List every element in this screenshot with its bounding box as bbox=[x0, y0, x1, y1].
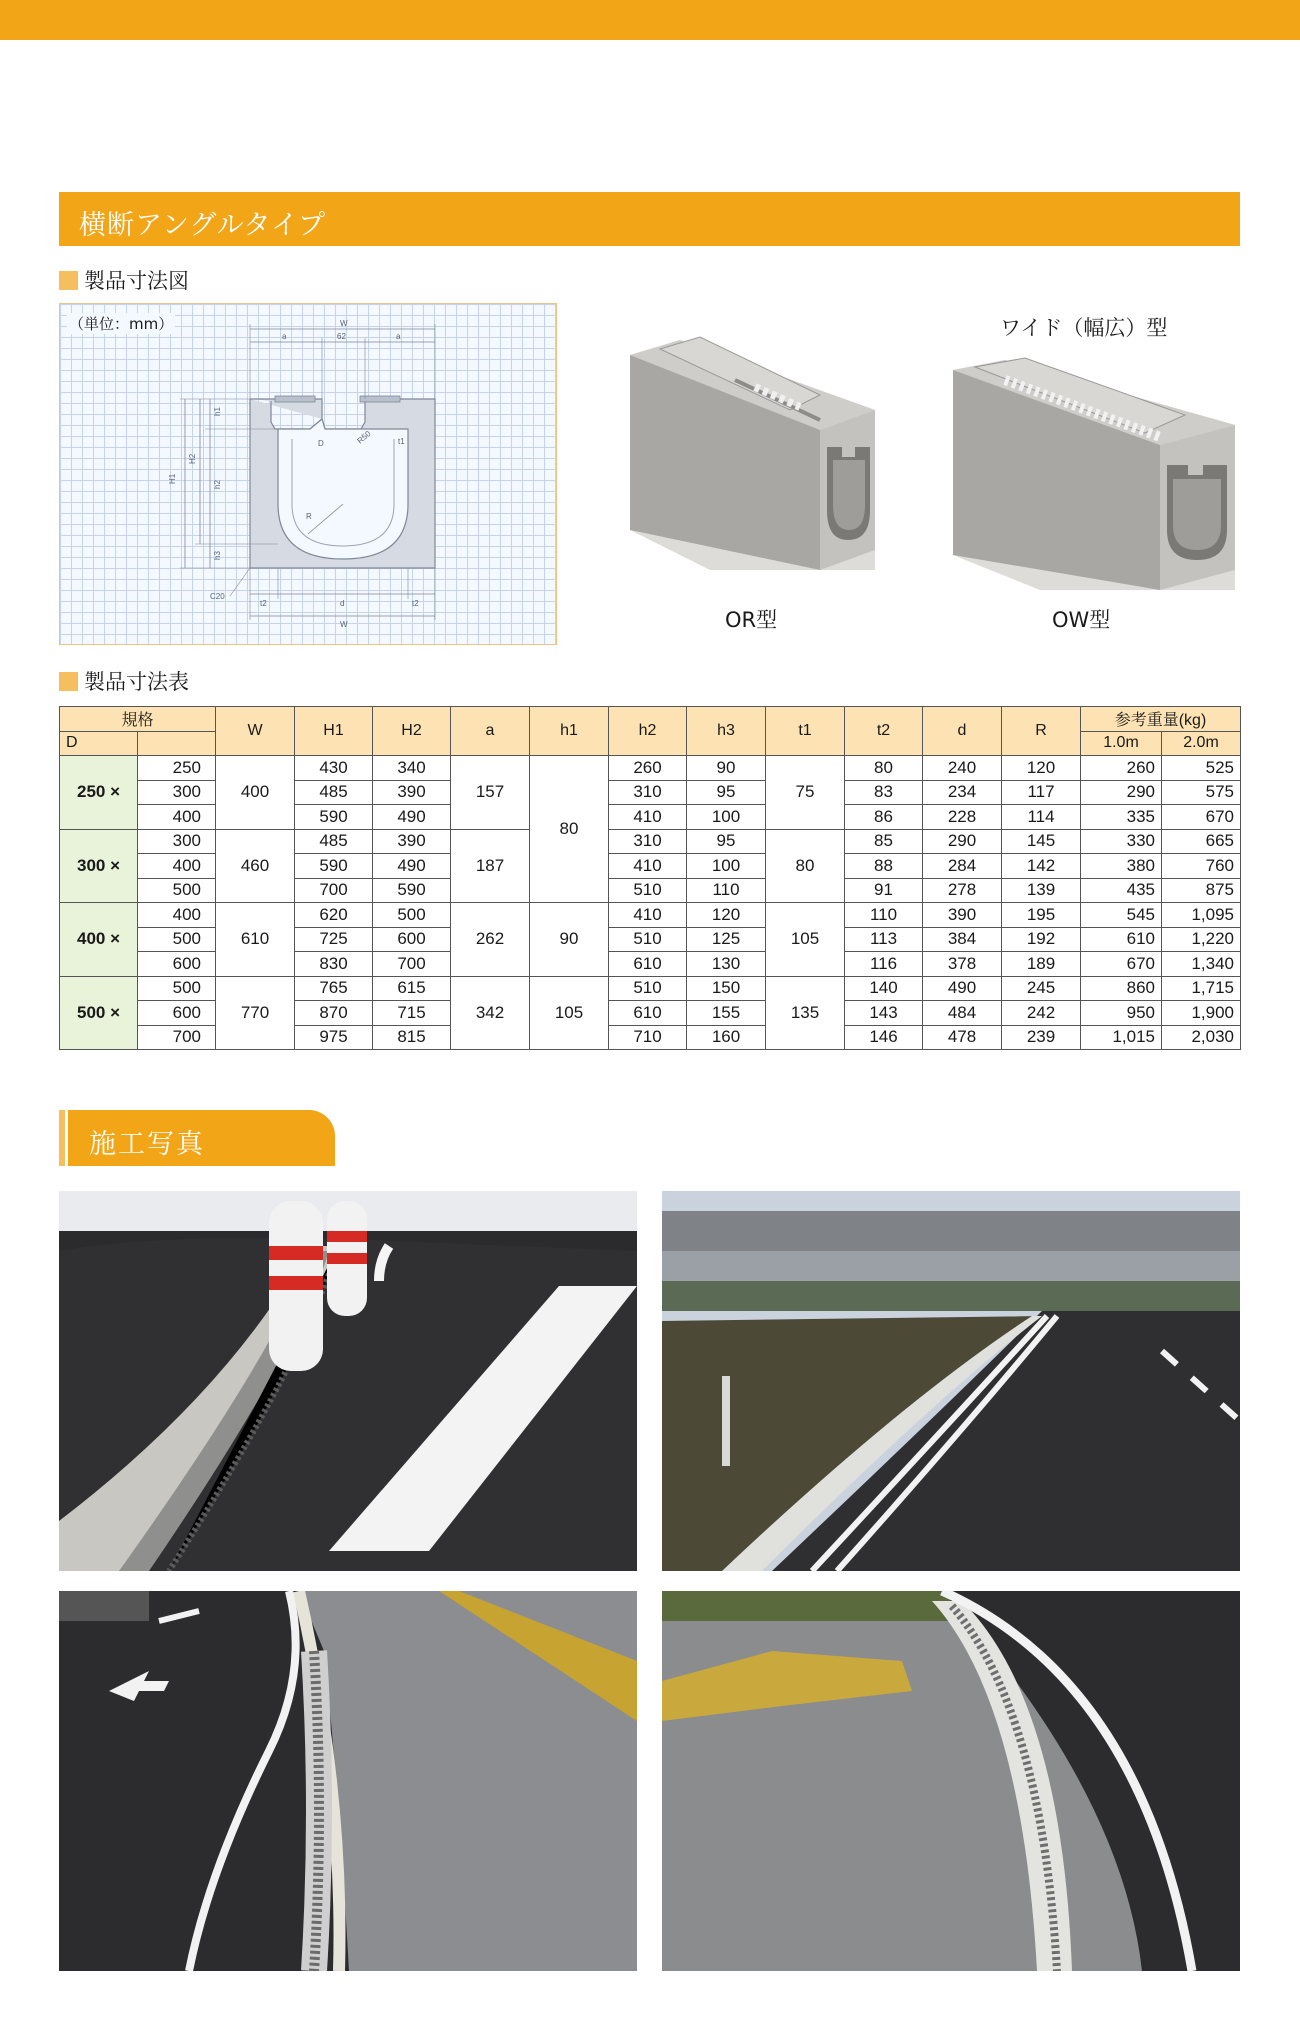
cell-H1: 725 bbox=[295, 927, 373, 952]
cell-D: 300 × bbox=[60, 829, 138, 903]
cell-t2: 110 bbox=[845, 903, 923, 928]
cell-H1: 485 bbox=[295, 780, 373, 805]
construction-photo-2 bbox=[662, 1191, 1240, 1571]
cell-D: 500 × bbox=[60, 976, 138, 1050]
cell-weight-2m: 525 bbox=[1162, 756, 1241, 781]
cell-h2: 310 bbox=[609, 829, 687, 854]
square-bullet-icon bbox=[59, 271, 78, 290]
cell-h1: 90 bbox=[530, 903, 609, 977]
cell-t2: 80 bbox=[845, 756, 923, 781]
table-row bbox=[60, 829, 1241, 854]
cell-h2: 710 bbox=[609, 1025, 687, 1050]
cell-weight-1m: 380 bbox=[1081, 854, 1162, 879]
cell-weight-2m: 1,900 bbox=[1162, 1001, 1241, 1026]
label-a-left: a bbox=[282, 332, 287, 341]
cell-h2: 260 bbox=[609, 756, 687, 781]
cell-size: 600 bbox=[138, 952, 216, 977]
or-type-product-image bbox=[620, 335, 882, 575]
cell-size: 400 bbox=[138, 805, 216, 830]
cell-R: 189 bbox=[1002, 952, 1081, 977]
cell-size: 400 bbox=[138, 854, 216, 879]
cell-d: 490 bbox=[923, 976, 1002, 1001]
header-weight-1m: 1.0m bbox=[1081, 731, 1162, 756]
cell-h3: 100 bbox=[687, 805, 766, 830]
cell-weight-1m: 950 bbox=[1081, 1001, 1162, 1026]
table-row bbox=[60, 756, 1241, 781]
dimension-table bbox=[59, 706, 1241, 1050]
cell-H1: 870 bbox=[295, 1001, 373, 1026]
label-D: D bbox=[318, 439, 324, 448]
header-W: W bbox=[216, 707, 295, 756]
cell-t2: 91 bbox=[845, 878, 923, 903]
header-D: D bbox=[60, 731, 138, 756]
cell-h3: 120 bbox=[687, 903, 766, 928]
cell-R: 117 bbox=[1002, 780, 1081, 805]
construction-photo-4 bbox=[662, 1591, 1240, 1971]
or-type-label: OR型 bbox=[725, 608, 778, 632]
cell-weight-2m: 665 bbox=[1162, 829, 1241, 854]
cell-H1: 620 bbox=[295, 903, 373, 928]
cell-weight-2m: 1,340 bbox=[1162, 952, 1241, 977]
cell-a: 187 bbox=[451, 829, 530, 903]
cell-H1: 590 bbox=[295, 854, 373, 879]
label-t2-right: t2 bbox=[412, 599, 419, 608]
cell-size: 500 bbox=[138, 927, 216, 952]
cell-t2: 143 bbox=[845, 1001, 923, 1026]
cell-H1: 830 bbox=[295, 952, 373, 977]
cell-weight-1m: 610 bbox=[1081, 927, 1162, 952]
label-R: R bbox=[306, 512, 312, 521]
cell-size: 500 bbox=[138, 976, 216, 1001]
cell-R: 242 bbox=[1002, 1001, 1081, 1026]
cell-h2: 410 bbox=[609, 854, 687, 879]
cell-size: 500 bbox=[138, 878, 216, 903]
unit-note: （単位：mm） bbox=[69, 315, 174, 333]
cell-h2: 510 bbox=[609, 878, 687, 903]
photos-heading-bar bbox=[59, 1110, 335, 1166]
dimension-drawing bbox=[59, 303, 557, 645]
header-t2: t2 bbox=[845, 707, 923, 756]
cell-weight-1m: 670 bbox=[1081, 952, 1162, 977]
cell-h2: 610 bbox=[609, 1001, 687, 1026]
header-h3: h3 bbox=[687, 707, 766, 756]
label-R50: R50 bbox=[355, 429, 373, 446]
cell-H1: 485 bbox=[295, 829, 373, 854]
cell-h1: 80 bbox=[530, 756, 609, 903]
label-h2: h2 bbox=[213, 480, 222, 489]
cell-h3: 90 bbox=[687, 756, 766, 781]
cell-h1: 105 bbox=[530, 976, 609, 1050]
table-body bbox=[60, 756, 1241, 1050]
cell-h2: 610 bbox=[609, 952, 687, 977]
cell-H2: 340 bbox=[373, 756, 451, 781]
cell-weight-2m: 575 bbox=[1162, 780, 1241, 805]
header-spec: 規格 bbox=[60, 707, 216, 732]
cell-t1: 135 bbox=[766, 976, 845, 1050]
square-bullet-icon bbox=[59, 672, 78, 691]
label-d: d bbox=[340, 599, 345, 608]
cell-t1: 75 bbox=[766, 756, 845, 830]
table-row bbox=[60, 976, 1241, 1001]
label-H2: H2 bbox=[188, 453, 197, 464]
section-title-bar bbox=[59, 192, 1240, 246]
label-t1: t1 bbox=[398, 437, 405, 446]
cell-R: 139 bbox=[1002, 878, 1081, 903]
label-C20: C20 bbox=[210, 592, 225, 601]
cell-h3: 95 bbox=[687, 780, 766, 805]
cell-h2: 310 bbox=[609, 780, 687, 805]
header-weight-2m: 2.0m bbox=[1162, 731, 1241, 756]
label-62: 62 bbox=[337, 332, 346, 341]
cell-d: 278 bbox=[923, 878, 1002, 903]
cell-W: 610 bbox=[216, 903, 295, 977]
cell-size: 600 bbox=[138, 1001, 216, 1026]
cell-size: 300 bbox=[138, 829, 216, 854]
cell-d: 478 bbox=[923, 1025, 1002, 1050]
cell-R: 195 bbox=[1002, 903, 1081, 928]
wide-type-title: ワイド（幅広）型 bbox=[1000, 316, 1168, 340]
cell-t2: 88 bbox=[845, 854, 923, 879]
cell-weight-2m: 670 bbox=[1162, 805, 1241, 830]
cell-t1: 80 bbox=[766, 829, 845, 903]
cell-weight-2m: 1,095 bbox=[1162, 903, 1241, 928]
cell-d: 284 bbox=[923, 854, 1002, 879]
cell-h2: 410 bbox=[609, 903, 687, 928]
cell-weight-1m: 435 bbox=[1081, 878, 1162, 903]
cell-H2: 490 bbox=[373, 854, 451, 879]
cell-R: 192 bbox=[1002, 927, 1081, 952]
header-blank bbox=[138, 731, 216, 756]
cell-H2: 815 bbox=[373, 1025, 451, 1050]
cell-a: 157 bbox=[451, 756, 530, 830]
header-R: R bbox=[1002, 707, 1081, 756]
cell-R: 114 bbox=[1002, 805, 1081, 830]
cell-D: 400 × bbox=[60, 903, 138, 977]
cell-R: 142 bbox=[1002, 854, 1081, 879]
header-a: a bbox=[451, 707, 530, 756]
cell-t2: 146 bbox=[845, 1025, 923, 1050]
cell-h3: 100 bbox=[687, 854, 766, 879]
cell-t2: 86 bbox=[845, 805, 923, 830]
cell-t1: 105 bbox=[766, 903, 845, 977]
cell-R: 120 bbox=[1002, 756, 1081, 781]
cell-h3: 160 bbox=[687, 1025, 766, 1050]
cell-h3: 125 bbox=[687, 927, 766, 952]
cell-R: 245 bbox=[1002, 976, 1081, 1001]
table-row bbox=[60, 903, 1241, 928]
cell-h2: 510 bbox=[609, 976, 687, 1001]
header-weight: 参考重量(kg) bbox=[1081, 707, 1241, 732]
label-W-bottom: W bbox=[340, 620, 348, 629]
table-heading: 製品寸法表 bbox=[59, 666, 189, 696]
cell-weight-1m: 330 bbox=[1081, 829, 1162, 854]
cell-t2: 85 bbox=[845, 829, 923, 854]
ow-type-product-image bbox=[945, 355, 1245, 595]
header-H1: H1 bbox=[295, 707, 373, 756]
cell-h3: 130 bbox=[687, 952, 766, 977]
cross-section-diagram bbox=[60, 304, 558, 646]
cell-weight-1m: 860 bbox=[1081, 976, 1162, 1001]
cell-d: 290 bbox=[923, 829, 1002, 854]
cell-d: 228 bbox=[923, 805, 1002, 830]
cell-t2: 83 bbox=[845, 780, 923, 805]
label-W: W bbox=[340, 319, 348, 328]
cell-d: 384 bbox=[923, 927, 1002, 952]
label-h1: h1 bbox=[213, 407, 222, 416]
cell-W: 460 bbox=[216, 829, 295, 903]
cell-H2: 390 bbox=[373, 829, 451, 854]
cell-weight-1m: 1,015 bbox=[1081, 1025, 1162, 1050]
cell-t2: 140 bbox=[845, 976, 923, 1001]
photos-heading: 施工写真 bbox=[89, 1129, 205, 1160]
label-t2-left: t2 bbox=[260, 599, 267, 608]
cell-weight-1m: 290 bbox=[1081, 780, 1162, 805]
cell-weight-2m: 875 bbox=[1162, 878, 1241, 903]
cell-size: 700 bbox=[138, 1025, 216, 1050]
top-accent-bar bbox=[0, 0, 1300, 40]
cell-d: 234 bbox=[923, 780, 1002, 805]
cell-H2: 615 bbox=[373, 976, 451, 1001]
cell-weight-1m: 260 bbox=[1081, 756, 1162, 781]
cell-R: 145 bbox=[1002, 829, 1081, 854]
cell-H1: 975 bbox=[295, 1025, 373, 1050]
cell-H2: 600 bbox=[373, 927, 451, 952]
header-H2: H2 bbox=[373, 707, 451, 756]
cell-h3: 155 bbox=[687, 1001, 766, 1026]
cell-weight-1m: 335 bbox=[1081, 805, 1162, 830]
cell-size: 250 bbox=[138, 756, 216, 781]
label-a-right: a bbox=[396, 332, 401, 341]
cell-weight-2m: 1,715 bbox=[1162, 976, 1241, 1001]
cell-t2: 116 bbox=[845, 952, 923, 977]
cell-h2: 410 bbox=[609, 805, 687, 830]
header-d: d bbox=[923, 707, 1002, 756]
ow-type-label: OW型 bbox=[1052, 608, 1111, 632]
cell-a: 342 bbox=[451, 976, 530, 1050]
cell-h3: 95 bbox=[687, 829, 766, 854]
label-H1: H1 bbox=[168, 473, 177, 484]
cell-h2: 510 bbox=[609, 927, 687, 952]
cell-weight-2m: 2,030 bbox=[1162, 1025, 1241, 1050]
heading-accent bbox=[59, 1110, 68, 1166]
cell-H2: 590 bbox=[373, 878, 451, 903]
cell-H1: 590 bbox=[295, 805, 373, 830]
cell-H2: 500 bbox=[373, 903, 451, 928]
cell-a: 262 bbox=[451, 903, 530, 977]
cell-d: 390 bbox=[923, 903, 1002, 928]
cell-H2: 700 bbox=[373, 952, 451, 977]
cell-D: 250 × bbox=[60, 756, 138, 830]
cell-weight-2m: 760 bbox=[1162, 854, 1241, 879]
cell-H1: 700 bbox=[295, 878, 373, 903]
cell-d: 378 bbox=[923, 952, 1002, 977]
header-h2: h2 bbox=[609, 707, 687, 756]
cell-W: 770 bbox=[216, 976, 295, 1050]
construction-photo-3 bbox=[59, 1591, 637, 1971]
cell-H2: 390 bbox=[373, 780, 451, 805]
cell-h3: 110 bbox=[687, 878, 766, 903]
cell-H2: 715 bbox=[373, 1001, 451, 1026]
drawing-heading: 製品寸法図 bbox=[59, 265, 189, 295]
cell-H1: 430 bbox=[295, 756, 373, 781]
cell-size: 300 bbox=[138, 780, 216, 805]
cell-size: 400 bbox=[138, 903, 216, 928]
cell-H1: 765 bbox=[295, 976, 373, 1001]
cell-H2: 490 bbox=[373, 805, 451, 830]
cell-d: 484 bbox=[923, 1001, 1002, 1026]
cell-W: 400 bbox=[216, 756, 295, 830]
construction-photo-1 bbox=[59, 1191, 637, 1571]
cell-R: 239 bbox=[1002, 1025, 1081, 1050]
cell-weight-1m: 545 bbox=[1081, 903, 1162, 928]
section-title: 横断アングルタイプ bbox=[79, 210, 327, 241]
cell-h3: 150 bbox=[687, 976, 766, 1001]
header-t1: t1 bbox=[766, 707, 845, 756]
cell-d: 240 bbox=[923, 756, 1002, 781]
cell-t2: 113 bbox=[845, 927, 923, 952]
header-h1: h1 bbox=[530, 707, 609, 756]
label-h3: h3 bbox=[213, 551, 222, 560]
cell-weight-2m: 1,220 bbox=[1162, 927, 1241, 952]
